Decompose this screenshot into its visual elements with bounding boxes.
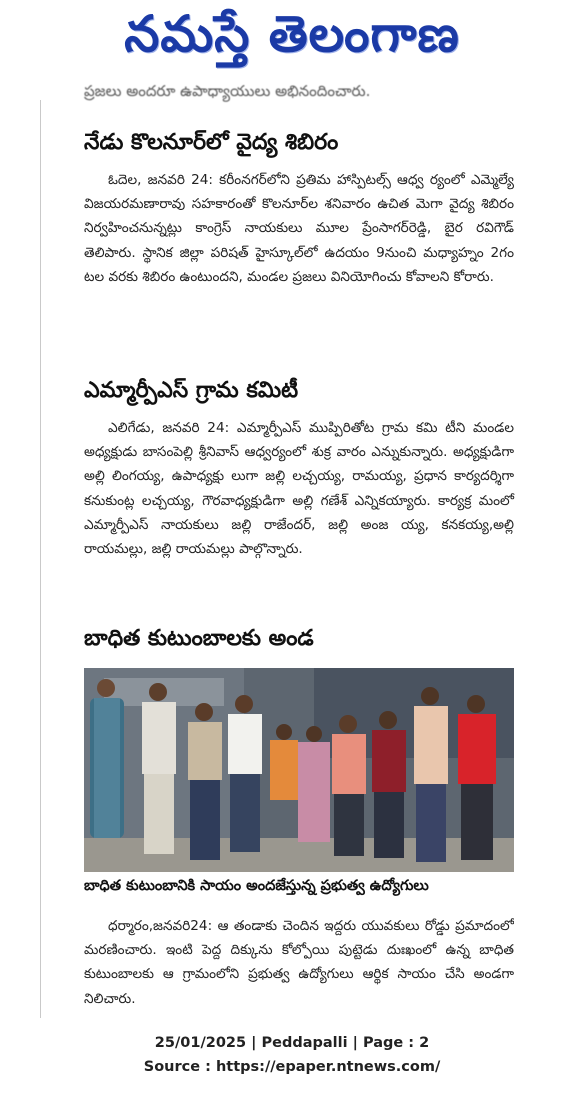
person-8 <box>372 711 406 858</box>
news-photo <box>84 668 514 872</box>
article-2-body-text: ఎలిగేడు, జనవరి 24: ఎమ్మార్పీఎస్ ముప్పిరితోట గ్రామ కమి టీని మండల అధ్యక్షుడు బాసంపెల్లి శ్రీనివాస్ ఆధ్వర్యంలో శుక్ర వారం ఎన్నుకున్నారు. అధ్యక్షుడిగా అల్లి లింగయ్య, ఉపాధ్యక్షు లుగా జల్లి లచ్చయ్య, రామయ్య, ప్రధాన కార్యదర్శిగా కనుకుంట్ల లచ్చయ్య, గౌరవాధ్యక్షుడిగా అల్లి గణేశ్ ఎన్నికయ్యారు. కార్యక్ర మంలో ఎమ్మార్పీఎస్ నాయకులు జల్లి రాజేందర్, జల్లి అంజ య్య, కనకయ్య,అల్లి రాయమల్లు, జల్లి రాయమల్లు పాల్గొన్నారు. <box>84 420 514 558</box>
person-10 <box>458 695 496 860</box>
cut-text-line: ప్రజలు అందరూ ఉపాధ్యాయులు అభినందించారు. <box>84 82 371 100</box>
masthead <box>0 0 584 78</box>
group-photo-illustration <box>84 668 514 872</box>
photo-caption: బాధిత కుటుంబానికి సాయం అందజేస్తున్న ప్రభుత్వ ఉద్యోగులు <box>84 878 429 894</box>
person-4 <box>228 695 262 852</box>
article-2-body <box>84 416 514 561</box>
article-1-headline: నేడు కొలనూర్‌లో వైద్య శిబిరం <box>84 130 339 155</box>
article-3-headline: బాధిత కుటుంబాలకు అండ <box>84 626 314 651</box>
person-3 <box>188 703 222 860</box>
article-3-body-text: ధర్మారం,జనవరి24: ఆ తండాకు చెందిన ఇద్దరు యువకులు రోడ్డు ప్రమాదంలో మరణించారు. ఇంటి పెద్ద దిక్కును కోల్పోయి పుట్టెడు దుఃఖంలో ఉన్న బాధిత కుటుంబాలకు ఆ గ్రామంలోని ప్రభుత్వ ఉద్యోగులు ఆర్థిక సాయం చేసి అండగా నిలిచారు. <box>84 918 514 1007</box>
footer-source-line: Source : https://epaper.ntnews.com/ <box>143 1059 441 1075</box>
masthead-title: నమస్తే తెలంగాణ <box>124 4 460 63</box>
article-3-body <box>84 914 514 1018</box>
article-1-body <box>84 168 514 289</box>
article-1-body-text: ఓదెల, జనవరి 24: కరీంనగర్‌లోని ప్రతిమ హాస్పిటల్స్ ఆధ్వ ర్యంలో ఎమ్మెల్యే విజయరమణారావు సహకారంతో కొలనూర్‌ల శనివారం ఉచిత మెగా వైద్య శిబిరం నిర్వహించనున్నట్లు కాంగ్రెస్ నాయకులు మూల ప్రేంసాగర్‌రెడ్డి, బైర రవిగౌడ్ తెలిపారు. స్థానిక జిల్లా పరిషత్ హైస్కూల్‌లో ఉదయం 9నుంచి మధ్యాహ్నం 2గం టల వరకు శిబిరం ఉంటుందని, మండల ప్రజలు వినియోగించు కోవాలని కోరారు. <box>84 172 514 285</box>
person-7 <box>332 715 366 856</box>
person-9 <box>414 687 448 862</box>
person-2 <box>142 683 176 854</box>
article-2-headline: ఎమ్మార్పీఎస్ గ్రామ కమిటీ <box>84 378 299 403</box>
footer-date-line: 25/01/2025 | Peddapalli | Page : 2 <box>154 1035 430 1051</box>
person-1 <box>90 679 124 838</box>
person-6 <box>298 726 330 842</box>
